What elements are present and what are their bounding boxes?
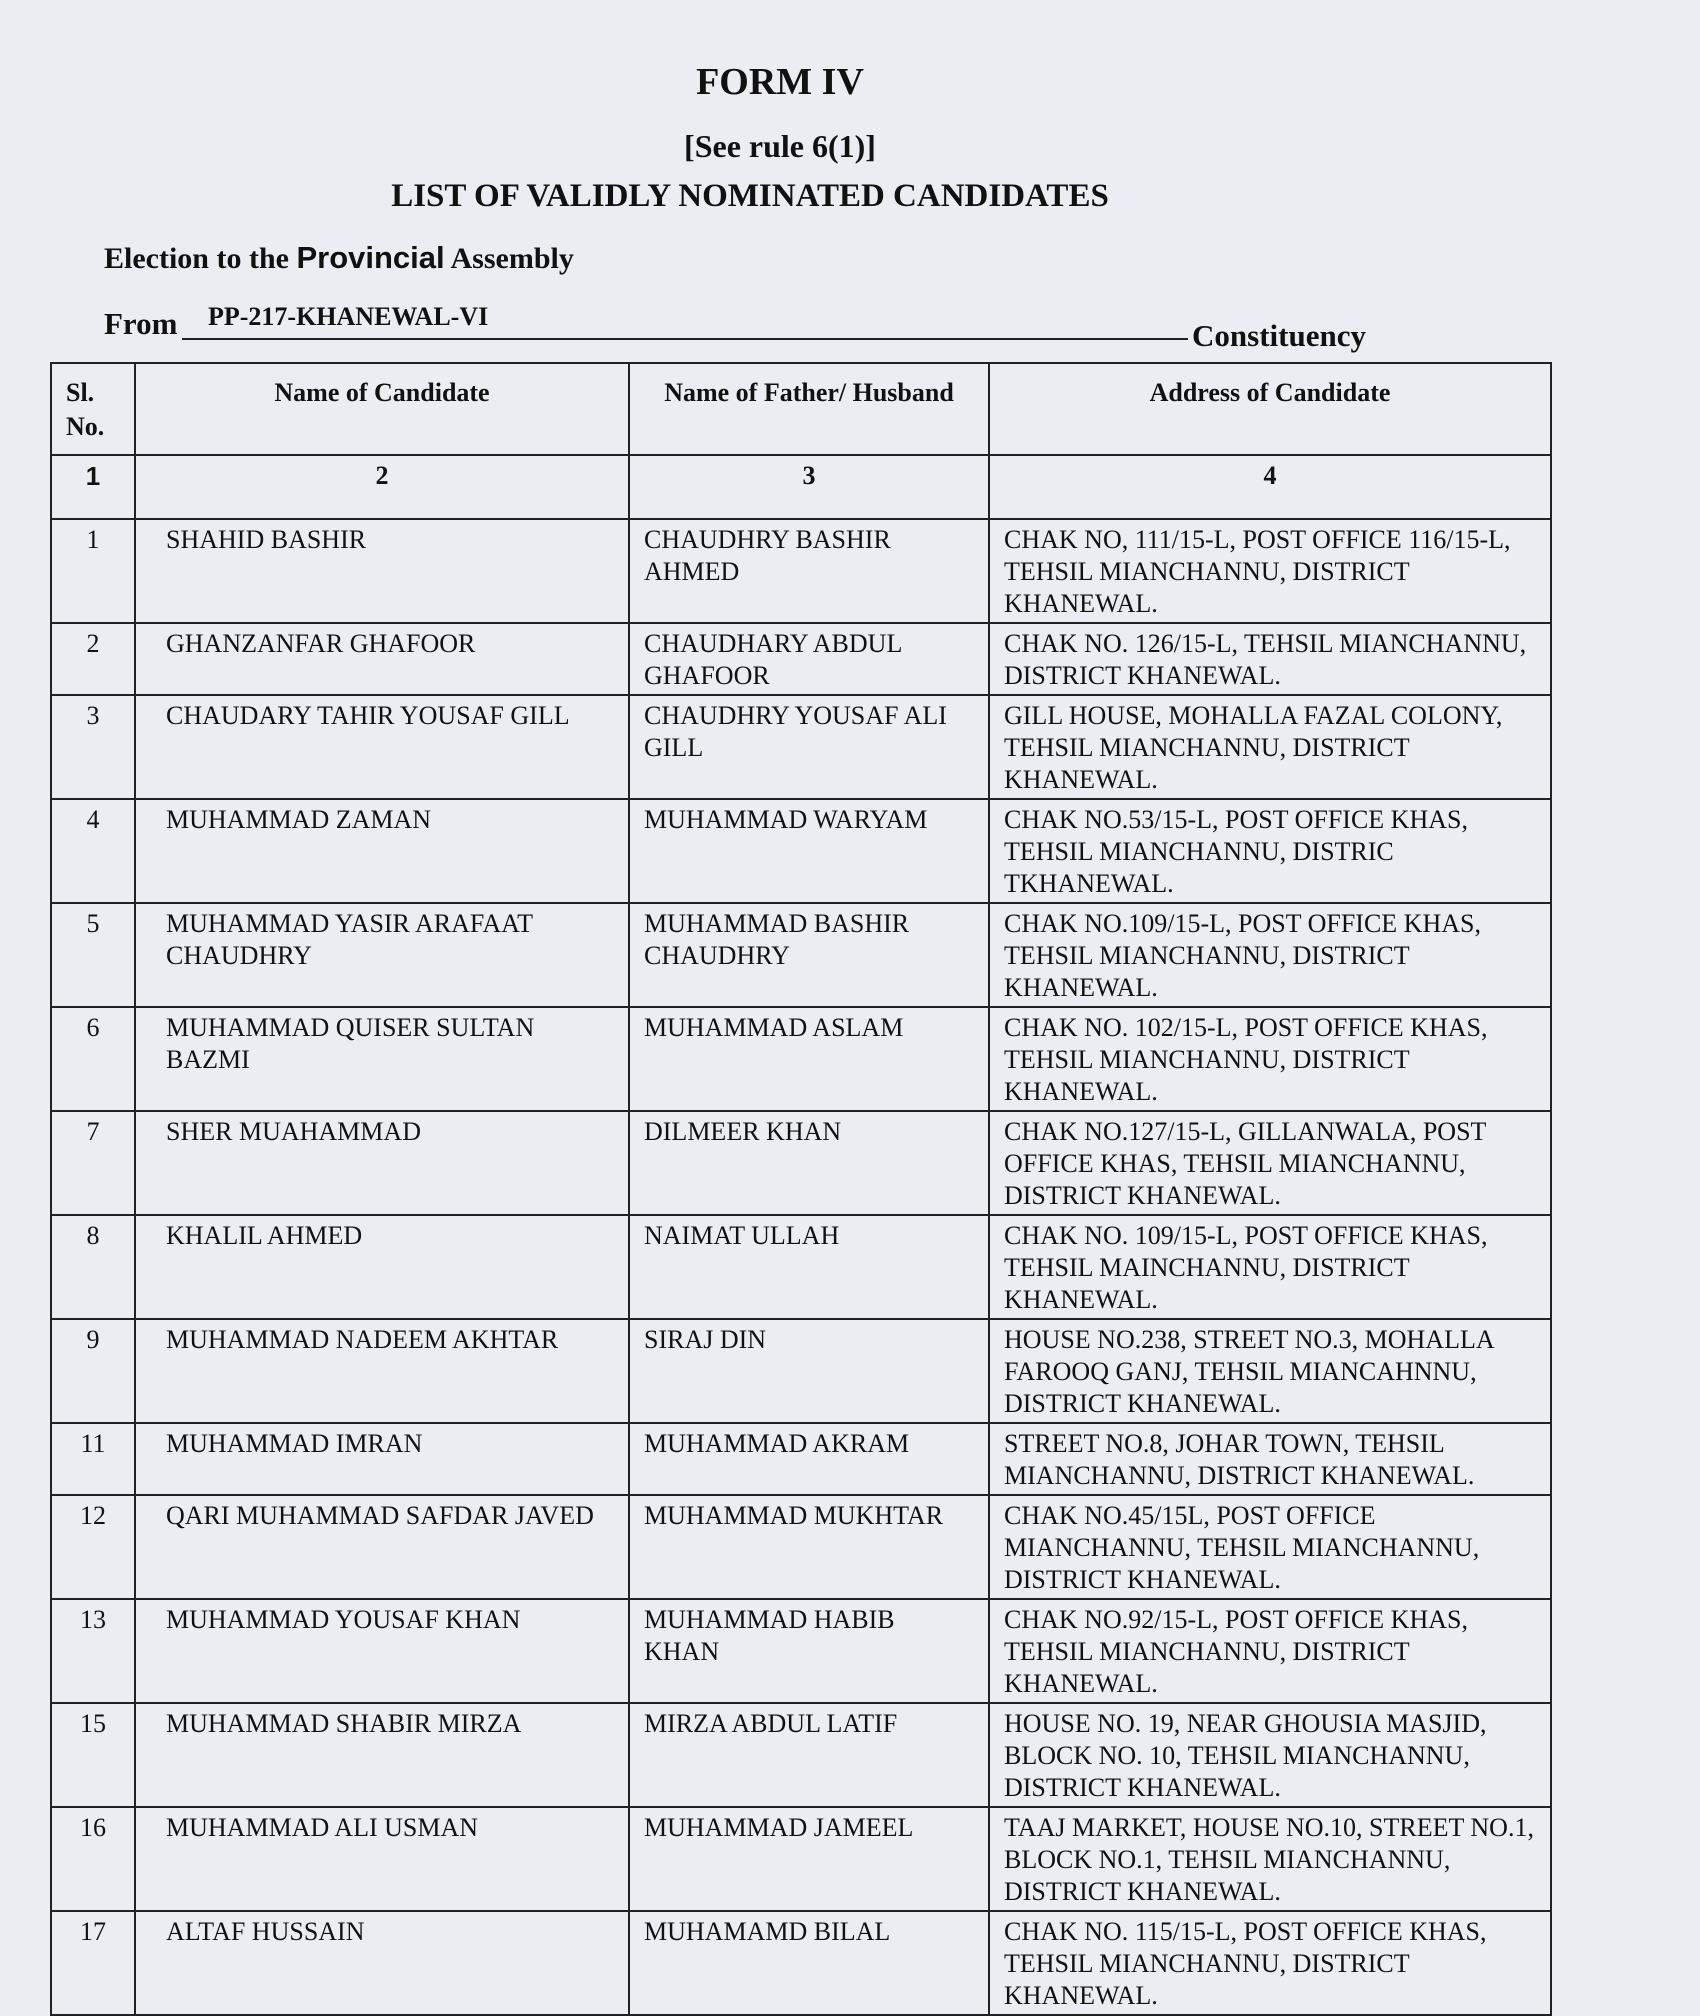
row-serial-number: 8 xyxy=(51,1215,135,1319)
candidate-name: SHER MUAHAMMAD xyxy=(135,1111,629,1215)
table-row xyxy=(51,623,1551,695)
column-header-name: Name of Candidate xyxy=(135,363,629,455)
column-number: 3 xyxy=(629,455,989,519)
column-header-sl: Sl. No. xyxy=(51,363,135,455)
candidate-name: MUHAMMAD YOUSAF KHAN xyxy=(135,1599,629,1703)
candidate-address: CHAK NO. 109/15-L, POST OFFICE KHAS, TEHSIL MAINCHANNU, DISTRICT KHANEWAL. xyxy=(989,1215,1551,1319)
father-husband-name: MUHAMMAD ASLAM xyxy=(629,1007,989,1111)
candidate-name: MUHAMMAD YASIR ARAFAAT CHAUDHRY xyxy=(135,903,629,1007)
table-row xyxy=(51,519,1551,623)
election-provincial: Provincial xyxy=(296,240,445,275)
candidate-name: MUHAMMAD ALI USMAN xyxy=(135,1807,629,1911)
candidate-address: CHAK NO. 102/15-L, POST OFFICE KHAS, TEHSIL MIANCHANNU, DISTRICT KHANEWAL. xyxy=(989,1007,1551,1111)
father-husband-name: MUHAMAMD BILAL xyxy=(629,1911,989,2015)
father-husband-name: MUHAMMAD JAMEEL xyxy=(629,1807,989,1911)
father-husband-name: MIRZA ABDUL LATIF xyxy=(629,1703,989,1807)
candidate-name: CHAUDARY TAHIR YOUSAF GILL xyxy=(135,695,629,799)
father-husband-name: MUHAMMAD BASHIR CHAUDHRY xyxy=(629,903,989,1007)
row-serial-number: 13 xyxy=(51,1599,135,1703)
table-row xyxy=(51,799,1551,903)
candidate-name: SHAHID BASHIR xyxy=(135,519,629,623)
table-row xyxy=(51,903,1551,1007)
election-suffix: Assembly xyxy=(450,242,574,275)
row-serial-number: 3 xyxy=(51,695,135,799)
table-row xyxy=(51,1807,1551,1911)
table-row xyxy=(51,1495,1551,1599)
father-husband-name: MUHAMMAD MUKHTAR xyxy=(629,1495,989,1599)
candidate-address: CHAK NO, 111/15-L, POST OFFICE 116/15-L, TEHSIL MIANCHANNU, DISTRICT KHANEWAL. xyxy=(989,519,1551,623)
candidate-address: CHAK NO.127/15-L, GILLANWALA, POST OFFICE KHAS, TEHSIL MIANCHANNU, DISTRICT KHANEWAL. xyxy=(989,1111,1551,1215)
candidate-name: ALTAF HUSSAIN xyxy=(135,1911,629,2015)
father-husband-name: MUHAMMAD HABIB KHAN xyxy=(629,1599,989,1703)
candidate-address: CHAK NO.109/15-L, POST OFFICE KHAS, TEHSIL MIANCHANNU, DISTRICT KHANEWAL. xyxy=(989,903,1551,1007)
candidate-address: CHAK NO. 126/15-L, TEHSIL MIANCHANNU, DISTRICT KHANEWAL. xyxy=(989,623,1551,695)
column-number: 2 xyxy=(135,455,629,519)
table-row xyxy=(51,1703,1551,1807)
row-serial-number: 11 xyxy=(51,1423,135,1495)
candidate-address: GILL HOUSE, MOHALLA FAZAL COLONY, TEHSIL MIANCHANNU, DISTRICT KHANEWAL. xyxy=(989,695,1551,799)
father-husband-name: NAIMAT ULLAH xyxy=(629,1215,989,1319)
candidate-address: CHAK NO.53/15-L, POST OFFICE KHAS, TEHSIL MIANCHANNU, DISTRIC TKHANEWAL. xyxy=(989,799,1551,903)
list-title: LIST OF VALIDLY NOMINATED CANDIDATES xyxy=(391,178,1109,214)
table-body xyxy=(51,519,1551,2015)
candidate-address: HOUSE NO. 19, NEAR GHOUSIA MASJID, BLOCK NO. 10, TEHSIL MIANCHANNU, DISTRICT KHANEWAL. xyxy=(989,1703,1551,1807)
father-husband-name: CHAUDHARY ABDUL GHAFOOR xyxy=(629,623,989,695)
father-husband-name: MUHAMMAD WARYAM xyxy=(629,799,989,903)
table-header-row xyxy=(51,363,1551,455)
row-serial-number: 12 xyxy=(51,1495,135,1599)
constituency-value: PP-217-KHANEWAL-VI xyxy=(182,302,1188,340)
table-row xyxy=(51,695,1551,799)
candidate-name: GHANZANFAR GHAFOOR xyxy=(135,623,629,695)
rule-reference: [See rule 6(1)] xyxy=(684,128,876,164)
column-header-father: Name of Father/ Husband xyxy=(629,363,989,455)
candidate-address: CHAK NO.92/15-L, POST OFFICE KHAS, TEHSIL MIANCHANNU, DISTRICT KHANEWAL. xyxy=(989,1599,1551,1703)
candidate-address: HOUSE NO.238, STREET NO.3, MOHALLA FAROOQ GANJ, TEHSIL MIANCAHNNU, DISTRICT KHANEWAL. xyxy=(989,1319,1551,1423)
table-row xyxy=(51,1319,1551,1423)
father-husband-name: MUHAMMAD AKRAM xyxy=(629,1423,989,1495)
row-serial-number: 15 xyxy=(51,1703,135,1807)
candidate-name: MUHAMMAD SHABIR MIRZA xyxy=(135,1703,629,1807)
table-row xyxy=(51,1111,1551,1215)
table-row xyxy=(51,1911,1551,2015)
row-serial-number: 6 xyxy=(51,1007,135,1111)
candidate-address: CHAK NO. 115/15-L, POST OFFICE KHAS, TEHSIL MIANCHANNU, DISTRICT KHANEWAL. xyxy=(989,1911,1551,2015)
father-husband-name: DILMEER KHAN xyxy=(629,1111,989,1215)
father-husband-name: CHAUDHRY BASHIR AHMED xyxy=(629,519,989,623)
father-husband-name: SIRAJ DIN xyxy=(629,1319,989,1423)
column-number: 4 xyxy=(989,455,1551,519)
father-husband-name: CHAUDHRY YOUSAF ALI GILL xyxy=(629,695,989,799)
candidate-name: MUHAMMAD NADEEM AKHTAR xyxy=(135,1319,629,1423)
row-serial-number: 2 xyxy=(51,623,135,695)
row-serial-number: 16 xyxy=(51,1807,135,1911)
row-serial-number: 17 xyxy=(51,1911,135,2015)
election-prefix: Election to the xyxy=(104,242,289,275)
candidate-name: KHALIL AHMED xyxy=(135,1215,629,1319)
table-row xyxy=(51,1007,1551,1111)
candidate-name: MUHAMMAD QUISER SULTAN BAZMI xyxy=(135,1007,629,1111)
constituency-label: Constituency xyxy=(1192,318,1366,353)
candidate-name: MUHAMMAD IMRAN xyxy=(135,1423,629,1495)
form-title: FORM IV xyxy=(696,61,864,103)
row-serial-number: 9 xyxy=(51,1319,135,1423)
table-row xyxy=(51,1423,1551,1495)
candidate-address: STREET NO.8, JOHAR TOWN, TEHSIL MIANCHANNU, DISTRICT KHANEWAL. xyxy=(989,1423,1551,1495)
candidate-name: QARI MUHAMMAD SAFDAR JAVED xyxy=(135,1495,629,1599)
candidate-address: TAAJ MARKET, HOUSE NO.10, STREET NO.1, BLOCK NO.1, TEHSIL MIANCHANNU, DISTRICT KHANEWAL. xyxy=(989,1807,1551,1911)
from-label: From xyxy=(104,306,178,341)
election-line xyxy=(104,240,574,276)
row-serial-number: 4 xyxy=(51,799,135,903)
row-serial-number: 7 xyxy=(51,1111,135,1215)
column-header-address: Address of Candidate xyxy=(989,363,1551,455)
row-serial-number: 5 xyxy=(51,903,135,1007)
row-serial-number: 1 xyxy=(51,519,135,623)
column-number: 1 xyxy=(51,455,135,519)
table-row xyxy=(51,1599,1551,1703)
table-row xyxy=(51,1215,1551,1319)
candidates-table xyxy=(50,362,1552,2016)
column-number-row xyxy=(51,455,1551,519)
from-row xyxy=(104,302,1404,352)
candidate-address: CHAK NO.45/15L, POST OFFICE MIANCHANNU, TEHSIL MIANCHANNU, DISTRICT KHANEWAL. xyxy=(989,1495,1551,1599)
candidate-name: MUHAMMAD ZAMAN xyxy=(135,799,629,903)
